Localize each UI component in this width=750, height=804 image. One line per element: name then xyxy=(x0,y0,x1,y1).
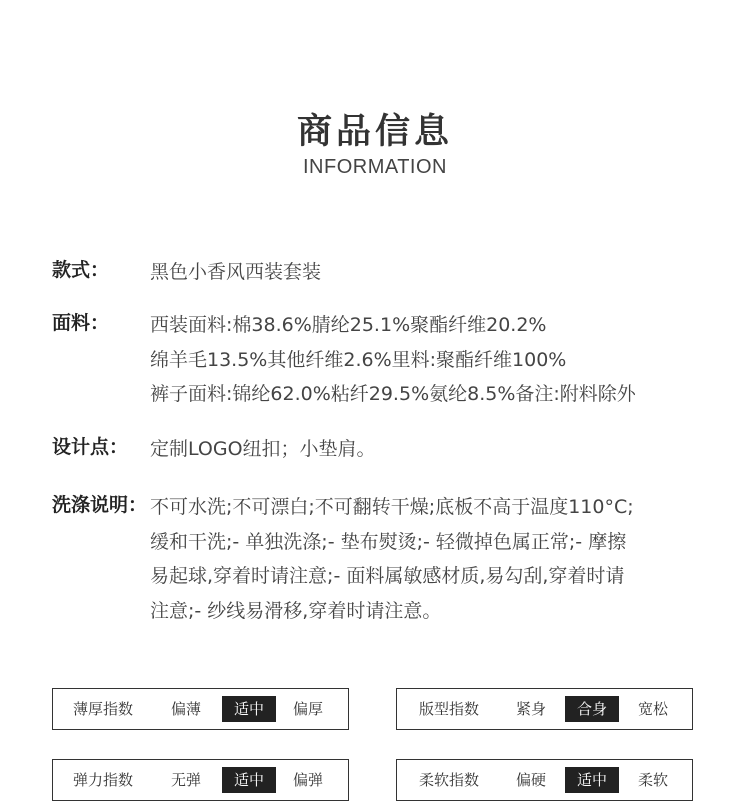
section-subtitle: INFORMATION xyxy=(302,156,447,178)
info-value-line: 西装面料:棉38.6%腈纶25.1%聚酯纤维20.2% xyxy=(150,314,547,336)
index-box-elasticity xyxy=(52,759,349,801)
index-option: 偏薄 xyxy=(171,700,202,718)
info-value-line: 黑色小香风西装套装 xyxy=(150,261,322,283)
info-value-line: 不可水洗;不可漂白;不可翻转干燥;底板不高于温度110°C; xyxy=(150,496,634,518)
index-option-selected: 适中 xyxy=(222,696,276,722)
info-value-line: 注意;- 纱线易滑移,穿着时请注意。 xyxy=(150,599,442,622)
index-option: 偏厚 xyxy=(293,700,324,718)
info-label: 款式： xyxy=(52,259,110,281)
info-value xyxy=(150,255,715,290)
info-value-line: 裤子面料:锦纶62.0%粘纤29.5%氨纶8.5%备注:附料除外 xyxy=(150,383,636,405)
index-option: 紧身 xyxy=(516,700,547,718)
info-value-line: 定制LOGO纽扣；小垫肩。 xyxy=(150,438,376,460)
info-label: 设计点： xyxy=(52,436,129,458)
info-value-line: 缓和干洗;- 单独洗涤;- 垫布熨烫;- 轻微掉色属正常;- 摩擦 xyxy=(150,530,627,553)
index-option: 偏硬 xyxy=(516,771,547,789)
info-label: 面料： xyxy=(52,312,110,334)
index-box-thickness xyxy=(52,688,349,730)
info-value-line: 绵羊毛13.5%其他纤维2.6%里料:聚酯纤维100% xyxy=(150,348,567,371)
index-option-selected: 适中 xyxy=(222,767,276,793)
index-option-selected: 适中 xyxy=(565,767,619,793)
info-value xyxy=(150,490,715,628)
index-name: 版型指数 xyxy=(419,700,480,718)
index-name: 柔软指数 xyxy=(419,771,480,789)
info-value xyxy=(150,308,715,412)
index-option: 无弹 xyxy=(171,771,202,789)
index-name: 弹力指数 xyxy=(73,771,134,789)
index-option: 柔软 xyxy=(638,771,669,789)
info-value xyxy=(150,432,715,467)
index-name: 薄厚指数 xyxy=(73,700,134,718)
index-option-selected: 合身 xyxy=(565,696,619,722)
section-title: 商品信息 xyxy=(296,112,453,152)
index-box-softness xyxy=(396,759,693,801)
index-option: 偏弹 xyxy=(293,771,324,789)
info-value-line: 易起球,穿着时请注意;- 面料属敏感材质,易勾刮,穿着时请 xyxy=(150,565,625,587)
index-option: 宽松 xyxy=(638,700,669,718)
index-box-fit xyxy=(396,688,693,730)
info-label: 洗涤说明： xyxy=(52,494,148,516)
